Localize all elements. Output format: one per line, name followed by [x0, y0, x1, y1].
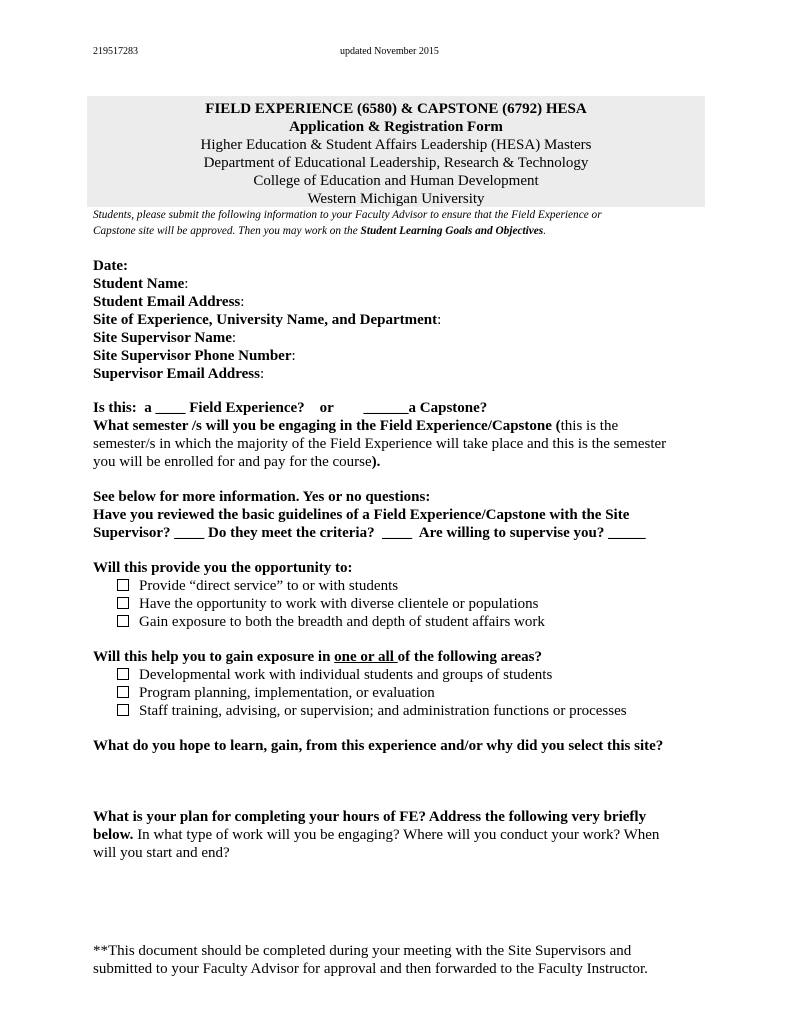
field-student-name[interactable]	[93, 275, 713, 293]
exposure-question-underlined: one or all	[334, 649, 398, 665]
document-id: 219517283	[93, 46, 138, 57]
field-label: Student Name	[93, 276, 185, 292]
exposure-section	[93, 648, 713, 720]
opportunity-question: Will this provide you the opportunity to:	[93, 560, 353, 576]
field-date[interactable]	[93, 257, 713, 275]
exposure-question-text: Will this help you to gain exposure in	[93, 649, 335, 665]
experience-type-question[interactable]: Is this: a ____ Field Experience? or ______a Capstone?	[93, 400, 488, 416]
plan-question-line-2	[93, 826, 713, 844]
hope-question: What do you hope to learn, gain, from this experience and/or why did you select this site?	[93, 738, 664, 754]
opportunity-item[interactable]	[93, 595, 713, 613]
exposure-item[interactable]	[93, 666, 713, 684]
plan-section	[93, 808, 713, 862]
field-site-supervisor-phone[interactable]	[93, 347, 713, 365]
intro-instructions	[93, 207, 703, 239]
exposure-question-end: of the following areas?	[397, 649, 542, 665]
field-suffix: :	[259, 366, 265, 382]
field-suffix: :	[231, 330, 237, 346]
intro-bold-text: Student Learning Goals and Objectives	[360, 225, 544, 237]
plan-question-line-3: will you start and end?	[93, 845, 230, 861]
form-subtitle: Application & Registration Form	[289, 119, 503, 135]
form-title: FIELD EXPERIENCE (6580) & CAPSTONE (6792) HESA	[205, 101, 587, 117]
field-suffix: :	[437, 312, 442, 328]
field-label: Site Supervisor Phone Number	[93, 348, 292, 364]
footer-note-line-2: submitted to your Faculty Advisor for approval and then forwarded to the Faculty Instructor.	[93, 961, 648, 977]
checkbox-label: Staff training, advising, or supervision; and administration functions or processes	[139, 703, 627, 719]
field-suffix: :	[184, 276, 189, 292]
checkbox-icon[interactable]	[117, 686, 129, 698]
plan-question-end: below.	[93, 827, 134, 843]
field-suffix: :	[291, 348, 296, 364]
yes-no-heading: See below for more information. Yes or no questions:	[93, 489, 431, 505]
footer-note	[93, 942, 713, 978]
plan-question-detail: In what type of work will you be engaging? Where will you conduct your work? When	[133, 827, 660, 843]
semester-question-line-3	[93, 453, 713, 471]
field-label: Site of Experience, University Name, and Department	[93, 312, 438, 328]
semester-question-line-2: semester/s in which the majority of the Field Experience will take place and this is the semester	[93, 436, 667, 452]
semester-question: What semester /s will you be engaging in the Field Experience/Capstone (	[93, 418, 561, 434]
semester-question-line-1	[93, 417, 713, 435]
intro-text: Capstone site will be approved. Then you may work on the	[93, 225, 361, 237]
checkbox-label: Program planning, implementation, or evaluation	[139, 685, 435, 701]
type-semester-section	[93, 399, 713, 471]
opportunity-section	[93, 559, 713, 631]
intro-line-1: Students, please submit the following information to your Faculty Advisor to ensure that the Field Experience or	[93, 209, 602, 221]
checkbox-icon[interactable]	[117, 704, 129, 716]
semester-question-note: this is the	[560, 418, 619, 434]
opportunity-item[interactable]	[93, 577, 713, 595]
field-student-email[interactable]	[93, 293, 713, 311]
footer-note-line-1: **This document should be completed during your meeting with the Site Supervisors and	[93, 943, 632, 959]
exposure-item[interactable]	[93, 702, 713, 720]
field-supervisor-email[interactable]	[93, 365, 713, 383]
checkbox-icon[interactable]	[117, 597, 129, 609]
field-suffix: :	[240, 294, 245, 310]
yes-no-section	[93, 488, 713, 542]
exposure-question	[93, 648, 713, 666]
applicant-fields	[93, 257, 713, 383]
opportunity-item[interactable]	[93, 613, 713, 631]
checkbox-label: Provide “direct service” to or with students	[139, 578, 399, 594]
exposure-item[interactable]	[93, 684, 713, 702]
checkbox-label: Developmental work with individual students and groups of students	[139, 667, 553, 683]
plan-question: What is your plan for completing your hours of FE? Address the following very briefly	[93, 809, 647, 825]
university-name: Western Michigan University	[307, 191, 485, 207]
field-label: Site Supervisor Name	[93, 330, 232, 346]
supervisor-questions[interactable]: Supervisor? ____ Do they meet the criteria? ____ Are willing to supervise you? _____	[93, 525, 646, 541]
semester-question-note-end: you will be enrolled for and pay for the course	[93, 454, 372, 470]
field-site-supervisor-name[interactable]	[93, 329, 713, 347]
checkbox-icon[interactable]	[117, 579, 129, 591]
college-name: College of Education and Human Development	[253, 173, 539, 189]
field-site-of-experience[interactable]	[93, 311, 713, 329]
checkbox-icon[interactable]	[117, 615, 129, 627]
semester-question-close: ).	[371, 454, 381, 470]
field-label: Student Email Address	[93, 294, 241, 310]
guidelines-question: Have you reviewed the basic guidelines of a Field Experience/Capstone with the Site	[93, 507, 630, 523]
checkbox-icon[interactable]	[117, 668, 129, 680]
program-name: Higher Education & Student Affairs Leadership (HESA) Masters	[200, 137, 592, 153]
form-header	[87, 96, 705, 207]
field-label: Date:	[93, 258, 128, 274]
checkbox-label: Have the opportunity to work with diverse clientele or populations	[139, 596, 539, 612]
field-label: Supervisor Email Address	[93, 366, 260, 382]
checkbox-label: Gain exposure to both the breadth and depth of student affairs work	[139, 614, 545, 630]
updated-date: updated November 2015	[340, 46, 439, 57]
department-name: Department of Educational Leadership, Research & Technology	[203, 155, 589, 171]
intro-line-2	[93, 223, 703, 239]
intro-end: .	[543, 225, 547, 237]
